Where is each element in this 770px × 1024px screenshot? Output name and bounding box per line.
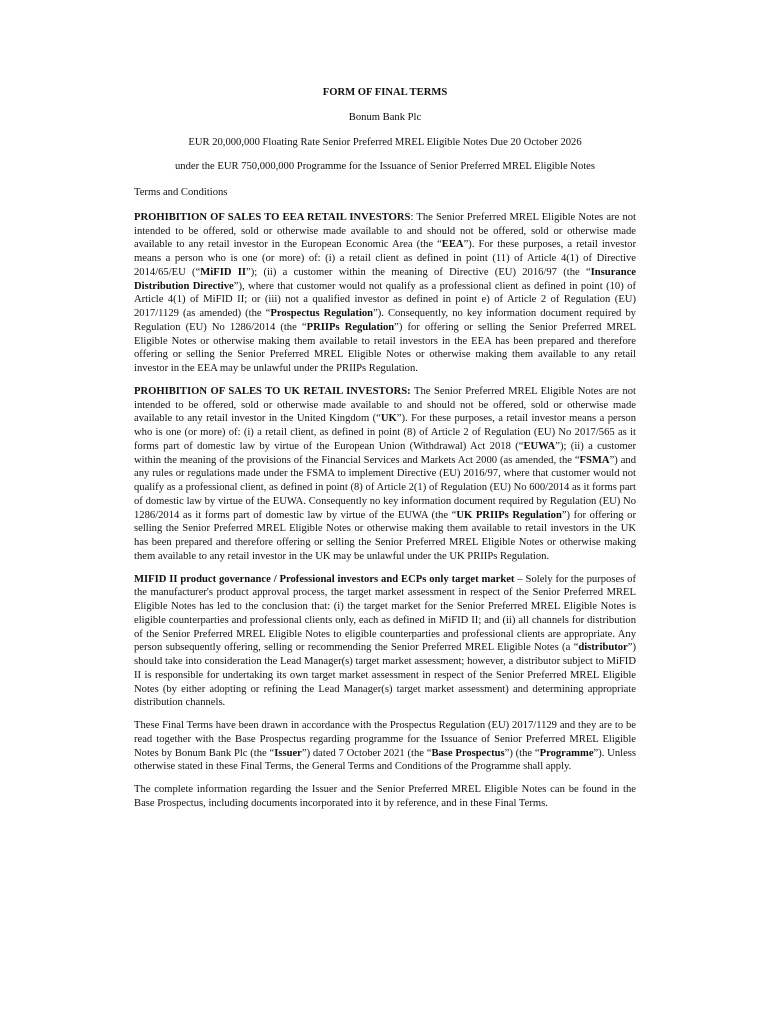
eea-heading: PROHIBITION OF SALES TO EEA RETAIL INVESTORS [134, 211, 411, 223]
programme-description: under the EUR 750,000,000 Programme for the Issuance of Senior Preferred MREL Eligible Notes [174, 161, 596, 173]
euwa-term: EUWA [523, 440, 556, 452]
eea-term: EEA [441, 239, 464, 251]
notes-description: EUR 20,000,000 Floating Rate Senior Preferred MREL Eligible Notes Due 20 October 2026 [188, 136, 582, 148]
programme-term: Programme [539, 747, 594, 759]
issuer-term: Issuer [274, 747, 302, 759]
mifid-heading: MIFID II product governance / Professional investors and ECPs only target market [134, 573, 515, 585]
final-terms-paragraph: These Final Terms have been drawn in accordance with the Prospectus Regulation (EU) 2017/1129 and they are to be read together with the Base Prospectus regarding programme for the Issuance of Senior Preferred MREL Eligible Notes by Bonum Bank Plc (the “Issuer”) dated 7 October 2021 (the “Base Prospectus”) (the “Programme”). Unless otherwise stated in these Final Terms, the General Terms and Conditions of the Programme shall apply. [134, 720, 637, 773]
document-title: FORM OF FINAL TERMS [322, 87, 448, 98]
eea-prohibition-paragraph: PROHIBITION OF SALES TO EEA RETAIL INVESTORS: The Senior Preferred MREL Eligible Notes are not intended to be offered, sold or otherwise made available to and should not be offered, sold or otherwise made available to any retail investor in the European Economic Area (the “EEA”). For these purposes, a retail investor means a person who is one (or more) of: (i) a retail client as defined in point (11) of Article 4(1) of Directive 2014/65/EU (“MiFID II”); (ii) a customer within the meaning of Directive (EU) 2016/97 (the “Insurance Distribution Directive”), where that customer would not qualify as a professional client as defined in point (10) of Article 4(1) of MiFID II; or (iii) not a qualified investor as defined in point e) of Article 2 of Regulation (EU) 2017/1129 (as amended) (the “Prospectus Regulation”). Consequently, no key information document required by Regulation (EU) No 1286/2014 (the “PRIIPs Regulation”) for offering or selling the Senior Preferred MREL Eligible Notes or otherwise making them available to retail investors in the EEA has been prepared and therefore offering or selling the Senior Preferred MREL Eligible Notes or otherwise making them available to any retail investor in the EEA may be unlawful under the PRIIPs Regulation. [134, 211, 637, 374]
base-prospectus-term: Base Prospectus [431, 747, 505, 759]
uk-prohibition-paragraph: PROHIBITION OF SALES TO UK RETAIL INVESTORS: The Senior Preferred MREL Eligible Notes are not intended to be offered, sold or otherwise made available to and should not be offered, sold or otherwise made available to any retail investor in the United Kingdom (“UK”). For these purposes, a retail investor means a person who is one (or more) of: (i) a retail client, as defined in point (8) of Article 2 of Regulation (EU) No 2017/565 as it forms part of domestic law by virtue of the European Union (Withdrawal) Act 2018 (“EUWA”); (ii) a customer within the meaning of the provisions of the Financial Services and Markets Act 2000 (as amended, the “FSMA”) and any rules or regulations made under the FSMA to implement Directive (EU) 2016/97, where that customer would not qualify as a professional client, as defined in point (8) of Article 2(1) of Regulation (EU) No 600/2014 as it forms part of domestic law by virtue of the EUWA. Consequently no key information document required by Regulation (EU) No 1286/2014 as it forms part of domestic law by virtue of the EUWA (the “UK PRIIPs Regulation”) for offering or selling the Senior Preferred MREL Eligible Notes or otherwise making them available to retail investors in the UK has been prepared and therefore offering or selling the Senior Preferred MREL Eligible Notes or otherwise making them available to any retail investor in the UK may be unlawful under the UK PRIIPs Regulation. [134, 385, 636, 562]
mifid-governance-paragraph: MIFID II product governance / Professional investors and ECPs only target market – Solely for the purposes of the manufacturer's product approval process, the target market assessment in respect of the Senior Preferred MREL Eligible Notes has led to the conclusion that: (i) the target market for the Senior Preferred MREL Eligible Notes is eligible counterparties and professional clients only, each as defined in MiFID II; and (ii) all channels for distribution of the Senior Preferred MREL Eligible Notes to eligible counterparties and professional clients are appropriate. Any person subsequently offering, selling or recommending the Senior Preferred MREL Eligible Notes (a “distributor”) should take into consideration the Lead Manager(s) target market assessment; however, a distributor subject to MiFID II is responsible for undertaking its own target market assessment in respect of the Senior Preferred MREL Eligible Notes (by either adopting or refining the Lead Manager(s) target market assessment) and determining appropriate distribution channels. [134, 573, 637, 709]
prospectus-regulation-term: Prospectus Regulation [270, 308, 374, 319]
complete-information-paragraph: The complete information regarding the Issuer and the Senior Preferred MREL Eligible Notes can be found in the Base Prospectus, including documents incorporated into it by reference, and in these Final Terms. [134, 784, 636, 809]
uk-priips-term: UK PRIIPs Regulation [456, 509, 562, 521]
priips-term: PRIIPs Regulation [306, 321, 395, 333]
issuer-name: Bonum Bank Plc [348, 111, 422, 123]
distributor-term: distributor [578, 642, 628, 654]
mifid-term: MiFID II [200, 266, 246, 278]
uk-term: UK [380, 413, 397, 425]
fsma-term: FSMA [579, 454, 610, 466]
section-label: Terms and Conditions [134, 187, 228, 198]
uk-heading: PROHIBITION OF SALES TO UK RETAIL INVESTORS: [134, 385, 411, 397]
idd-term: Insurance Distribution Directive [134, 266, 636, 292]
